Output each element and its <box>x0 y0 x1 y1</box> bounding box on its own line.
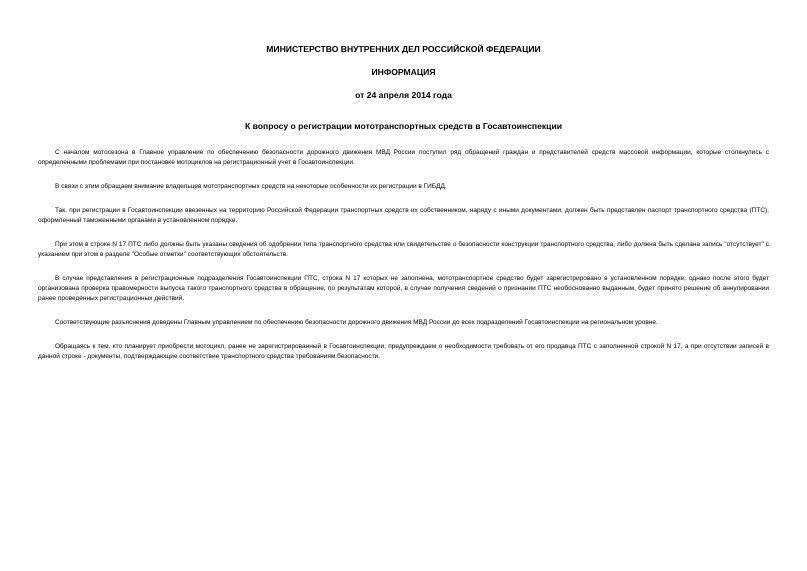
paragraph: Обращаясь к тем, кто планирует приобрести мотоцикл, ранее не зарегистрированный в Госавтоинспекции, предупреждаем о необходимости требовать от его продавца ПТС с заполненной строкой N 17, а при отсутствии записей в данной строке - документы, подтверждающие соответствие транспортного средства требованиям безопасности. <box>38 343 769 360</box>
paragraph: Так, при регистрации в Госавтоинспекции ввезенных на территорию Российской Федерации транспортных средств их собственником, наряду с иными документами, должен быть представлен паспорт транспортного средства (ПТС), оформленный таможенными органами в установленном порядке. <box>38 207 769 224</box>
paragraph: В случае представления в регистрационные подразделения Госавтоинспекции ПТС, строка N 17 которых не заполнена, мототранспортное средство будет зарегистрировано в установленном порядке, однако после этого будет организована проверка правомерности выпуска такого транспортного средства в обращение, по результатам которой, в случае получения сведений о признании ПТС необоснованно выданным, будет принято решение об аннулировании ранее проведенных регистрационных действий. <box>38 275 769 302</box>
document-title: К вопросу о регистрации мототранспортных средств в Госавтоинспекции <box>244 121 563 131</box>
ministry-heading: МИНИСТЕРСТВО ВНУТРЕННИХ ДЕЛ РОССИЙСКОЙ ФЕДЕРАЦИИ <box>266 44 541 54</box>
paragraph: В связи с этим обращаем внимание владельцев мототранспортных средств на некоторые особенности их регистрации в ГИБДД. <box>55 182 447 190</box>
paragraph: Соответствующие разъяснения доведены Главным управлением по обеспечению безопасности дорожного движения МВД России до всех подразделений Госавтоинспекции на региональном уровне. <box>55 318 658 326</box>
document-date: от 24 апреля 2014 года <box>355 90 452 100</box>
document-body <box>38 148 769 376</box>
paragraph: При этом в строке N 17 ПТС либо должны быть указаны сведения об одобрении типа транспортного средства или свидетельстве о безопасности конструкции транспортного средства, либо должна быть сделана запись "отсутствует" с указанием при этом в разделе "Особые отметки" соответствующих обстоятельств. <box>38 241 769 258</box>
document-type: ИНФОРМАЦИЯ <box>371 67 436 77</box>
paragraph: С началом мотосезона в Главное управление по обеспечению безопасности дорожного движения МВД России поступил ряд обращений граждан и представителей средств массовой информации, которые столкнулись с определенными проблемами при постановке мотоциклов на регистрационный учет в Госавтоинспекции. <box>38 149 769 166</box>
